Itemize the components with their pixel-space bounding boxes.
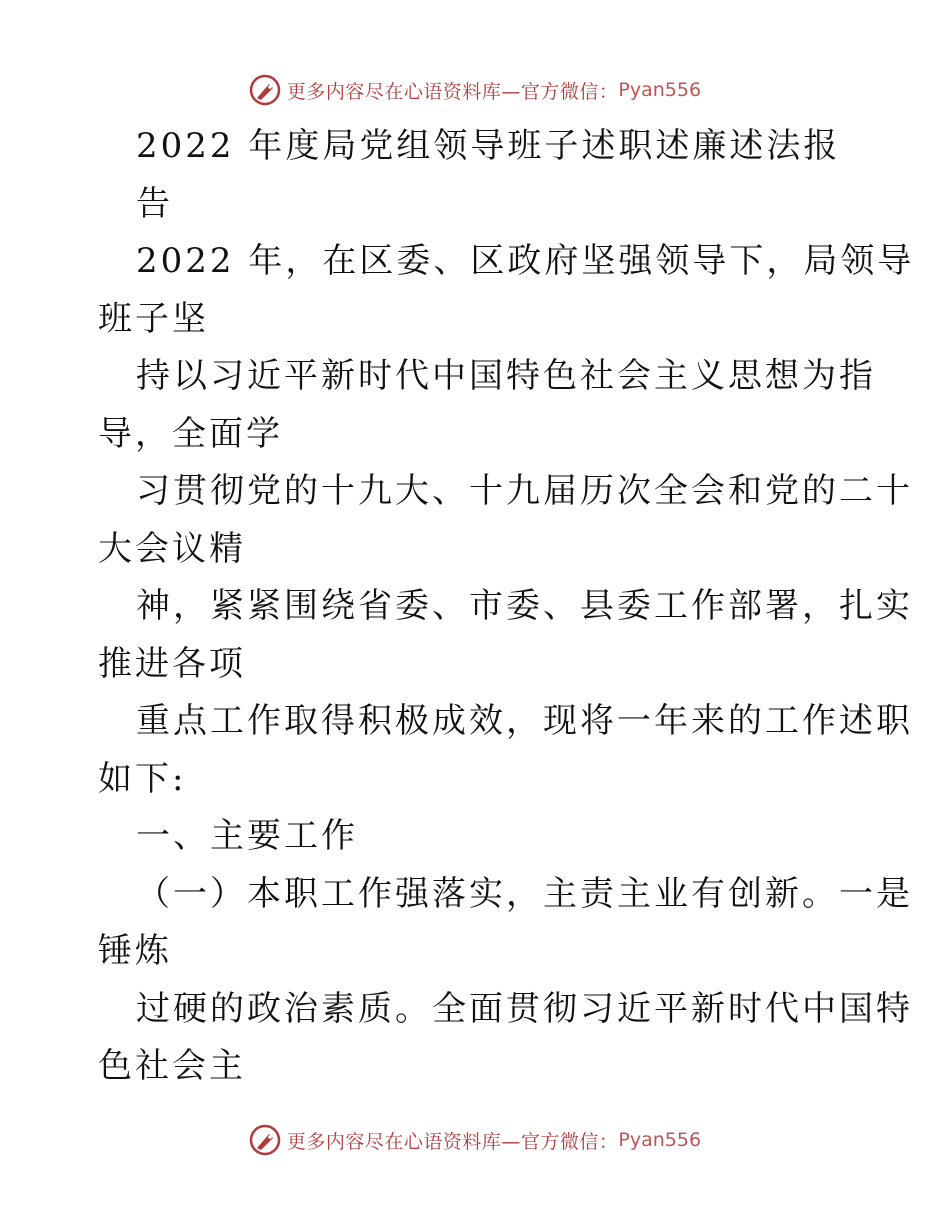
watermark-wechat-id: Pyan556 bbox=[618, 1129, 702, 1151]
text-line: 班子坚 bbox=[98, 298, 209, 339]
text-line: 重点工作取得积极成效，现将一年来的工作述职 bbox=[136, 701, 913, 741]
text-line: 大会议精 bbox=[98, 528, 246, 569]
text-line: 神，紧紧围绕省委、市委、县委工作部署，扎实 bbox=[136, 586, 913, 626]
watermark-text: 更多内容尽在心语资料库—官方微信： bbox=[286, 1130, 619, 1153]
pen-nib-logo-icon bbox=[249, 74, 281, 106]
pen-nib-logo-icon bbox=[249, 1124, 281, 1156]
text-line: 一、主要工作 bbox=[136, 816, 358, 856]
text-line: （一）本职工作强落实，主责主业有创新。一是 bbox=[136, 873, 913, 914]
header-watermark bbox=[0, 70, 950, 110]
text-line: 2022 年，在区委、区政府坚强领导下，局领导 bbox=[136, 241, 915, 281]
text-line: 持以习近平新时代中国特色社会主义思想为指 bbox=[136, 356, 876, 396]
watermark-wechat-id: Pyan556 bbox=[618, 79, 702, 101]
watermark-text: 更多内容尽在心语资料库—官方微信： bbox=[286, 80, 619, 103]
text-line: 2022 年度局党组领导班子述职述廉述法报 bbox=[136, 126, 841, 166]
footer-watermark bbox=[0, 1120, 950, 1160]
text-line: 导，全面学 bbox=[98, 413, 283, 454]
text-line: 锤炼 bbox=[98, 931, 172, 971]
document-body bbox=[98, 118, 915, 1096]
text-line: 色社会主 bbox=[98, 1046, 246, 1086]
text-line: 如下: bbox=[98, 758, 187, 799]
text-line: 告 bbox=[136, 183, 173, 224]
text-line: 习贯彻党的十九大、十九届历次全会和党的二十 bbox=[136, 471, 913, 511]
text-line: 过硬的政治素质。全面贯彻习近平新时代中国特 bbox=[136, 988, 913, 1029]
text-line: 推进各项 bbox=[98, 643, 246, 684]
